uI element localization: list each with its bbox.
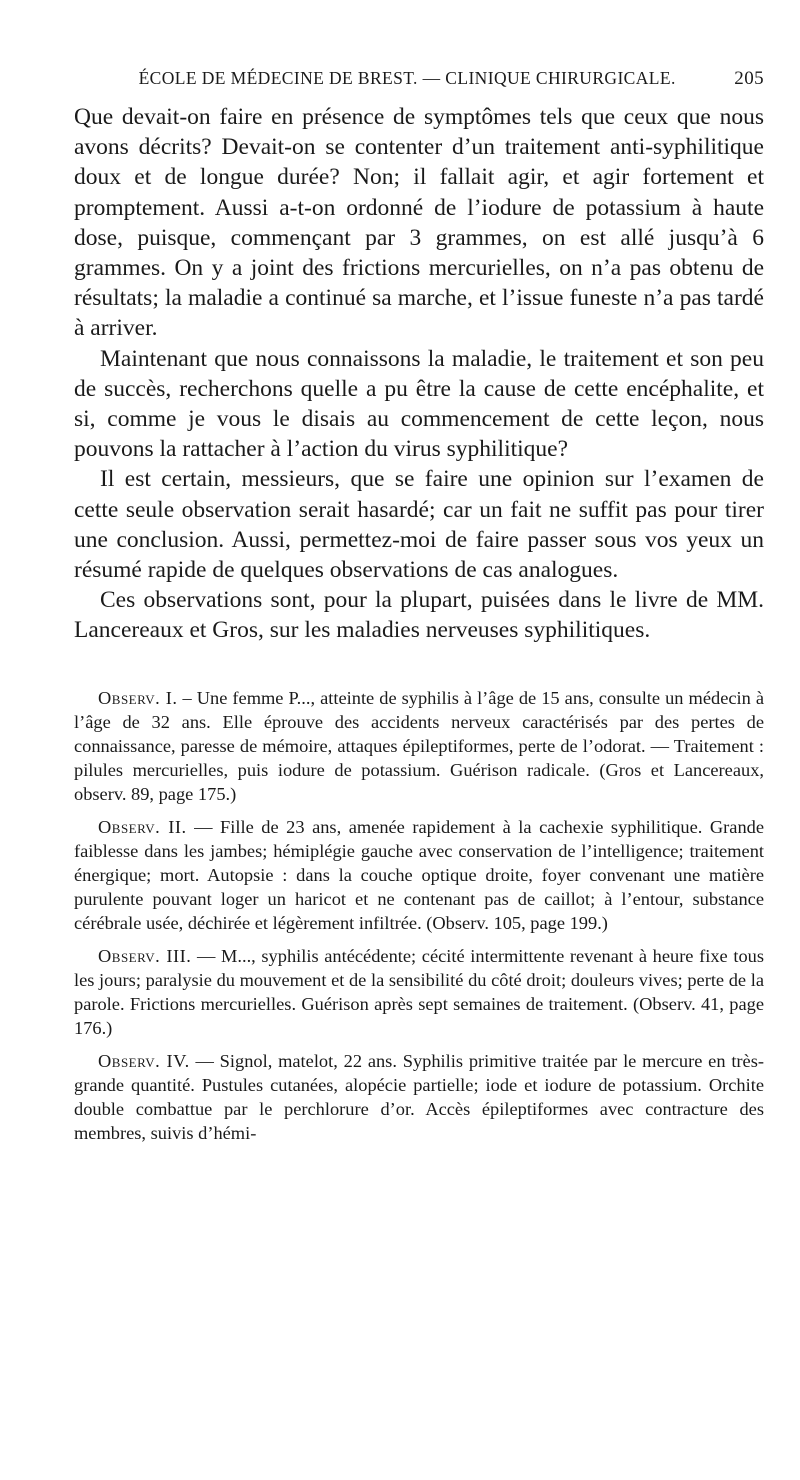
observation-text: — Signol, matelot, 22 ans. Syphilis primitive traitée par le mercure en très-grande quantité. Pustules cutanées, alopécie partielle; iode et iodure de potassium. Orchite double combattue par le perchlorure d’or. Accès épileptiformes avec contracture des membres, suivis d’hémi- bbox=[74, 1050, 765, 1143]
observation-3 bbox=[74, 944, 764, 1040]
observation-text: — M..., syphilis antécédente; cécité intermittente revenant à heure fixe tous les jours; paralysie du mouvement et de la sensibilité du côté droit; douleurs vives; perte de la parole. Frictions mercurielles. Guérison après sept semaines de traitement. (Observ. 41, page 176.) bbox=[74, 945, 764, 1038]
observation-label: Observ. II. bbox=[98, 816, 187, 837]
observation-text: — Fille de 23 ans, amenée rapidement à la cachexie syphilitique. Grande faiblesse dans les jambes; hémiplégie gauche avec conservation de l’intelligence; traitement énergique; mort. Autopsie : dans la couche optique droite, foyer convenant une matière purulente pouvant loger un haricot et ne contenant pas de caillot; à l’entour, substance cérébrale usée, déchirée et légèrement infiltrée. (Observ. 105, page 199.) bbox=[74, 816, 764, 933]
header-title: ÉCOLE DE MÉDECINE DE BREST. — CLINIQUE CHIRURGICALE. bbox=[138, 68, 676, 88]
paragraph-4: Ces observations sont, pour la plupart, puisées dans le livre de MM. Lancereaux et Gros, sur les maladies nerveuses syphilitiques. bbox=[74, 587, 764, 644]
observation-2 bbox=[74, 815, 764, 935]
book-page bbox=[74, 68, 764, 1145]
section-spacer bbox=[74, 646, 764, 686]
paragraph-1: Que devait-on faire en présence de symptômes tels que ceux que nous avons décrits? Devait-on se contenter d’un traitement anti-syphilitique doux et de longue durée? Non; il fallait agir, et agir fortement et promptement. Aussi a-t-on ordonné de l’iodure de potassium à haute dose, puisque, commençant par 3 grammes, on est allé jusqu’à 6 grammes. On y a joint des frictions mercurielles, on n’a pas obtenu de résultats; la maladie a continué sa marche, et l’issue funeste n’a pas tardé à arriver. bbox=[74, 104, 764, 342]
observation-label: Observ. IV. bbox=[98, 1050, 190, 1071]
paragraph-3: Il est certain, messieurs, que se faire une opinion sur l’examen de cette seule observation serait hasardé; car un fait ne suffit pas pour tirer une conclusion. Aussi, permettez-moi de faire passer sous vos yeux un résumé rapide de quelques observations de cas analogues. bbox=[74, 466, 764, 584]
observations-list bbox=[74, 686, 764, 1145]
observation-4 bbox=[74, 1049, 764, 1145]
main-text bbox=[74, 102, 764, 646]
observation-label: Observ. I. bbox=[98, 687, 178, 708]
observation-text: – Une femme P..., atteinte de syphilis à l’âge de 15 ans, consulte un médecin à l’âge de 32 ans. Elle éprouve des accidents nerveux caractérisés par des pertes de connaissance, paresse de mémoire, attaques épileptiformes, perte de l’odorat. — Traitement : pilules mercurielles, puis iodure de potassium. Guérison radicale. (Gros et Lancereaux, observ. 89, page 175.) bbox=[74, 687, 765, 804]
observation-1 bbox=[74, 686, 764, 806]
page-number: 205 bbox=[734, 68, 764, 89]
paragraph-2: Maintenant que nous connaissons la maladie, le traitement et son peu de succès, recherchons quelle a pu être la cause de cette encéphalite, et si, comme je vous le disais au commencement de cette leçon, nous pouvons la rattacher à l’action du virus syphilitique? bbox=[74, 345, 764, 463]
observation-label: Observ. III. bbox=[98, 945, 192, 966]
running-header bbox=[74, 68, 764, 102]
